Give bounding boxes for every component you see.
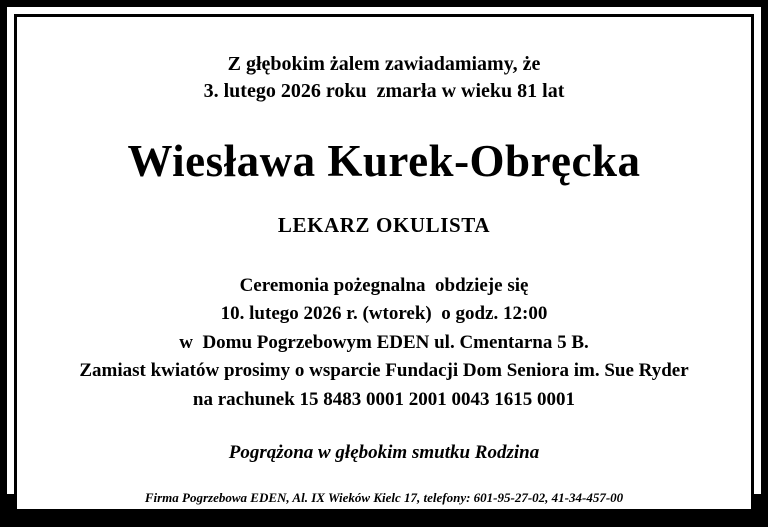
ceremony-line-2: 10. lutego 2026 r. (wtorek) o godz. 12:00 — [220, 303, 548, 324]
funeral-home-footer: Firma Pogrzebowa EDEN, Al. IX Wieków Kielc 17, telefony: 601-95-27-02, 41-34-457-00 — [17, 488, 751, 509]
ceremony-line-5: na rachunek 15 8483 0001 2001 0043 1615 0001 — [192, 388, 576, 410]
ceremony-details — [79, 272, 688, 415]
ceremony-line-1: Ceremonia pożegnalna obdzieje się — [239, 274, 529, 296]
intro-line-2: 3. lutego 2026 roku zmarła w wieku 81 lat — [203, 80, 565, 102]
ceremony-line-3: w Domu Pogrzebowym EDEN ul. Cmentarna 5 B. — [179, 331, 589, 353]
profession-text: LEKARZ OKULISTA — [277, 212, 491, 237]
closing-text: Pogrążona w głębokim smutku Rodzina — [228, 442, 540, 463]
ceremony-line-4: Zamiast kwiatów prosimy o wsparcie Fundacji Dom Seniora im. Sue Ryder — [79, 360, 689, 381]
notice-frame — [14, 14, 754, 513]
deceased-name: Wiesława Kurek-Obręcka — [127, 136, 641, 186]
intro-line-1: Z głębokim żalem zawiadamiamy, że — [227, 53, 541, 75]
notice-inner-margin — [7, 7, 761, 520]
intro-text — [204, 51, 565, 105]
